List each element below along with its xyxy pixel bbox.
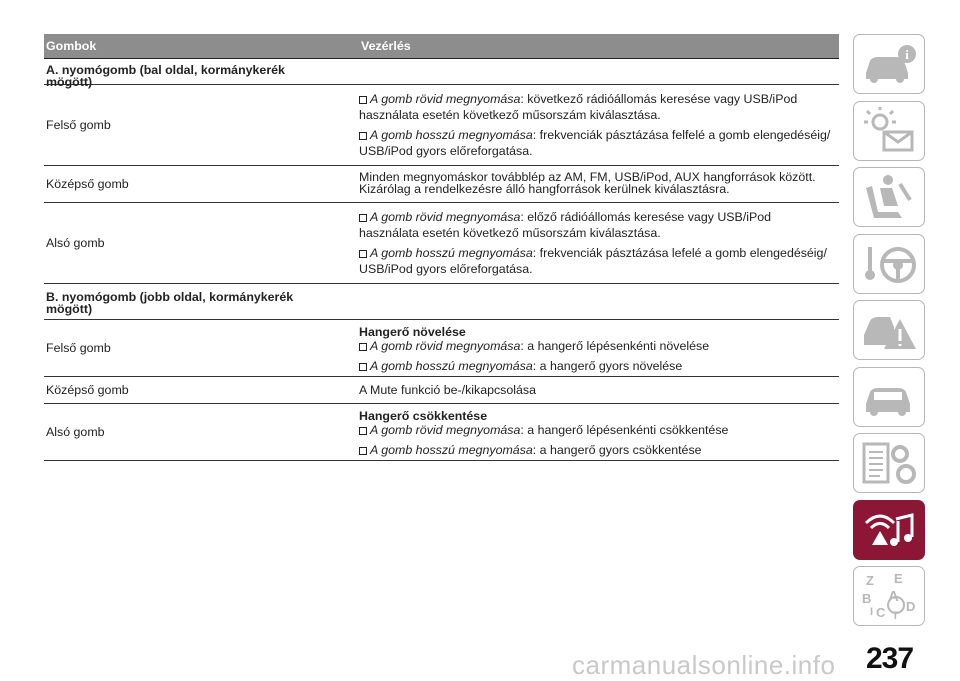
svg-text:C: C xyxy=(876,605,886,620)
row-label: Középső gomb xyxy=(46,176,129,191)
header-buttons: Gombok xyxy=(46,38,97,53)
row-heading: Hangerő növelése xyxy=(359,325,466,339)
row-label: Felső gomb xyxy=(46,340,111,355)
table-row xyxy=(44,85,839,166)
specs-gears-icon xyxy=(858,438,920,488)
tab-warning-lights[interactable] xyxy=(853,101,925,161)
svg-text:I: I xyxy=(870,606,874,618)
checkbox-bullet-icon xyxy=(359,250,367,258)
row-label: Középső gomb xyxy=(46,382,129,397)
svg-text:D: D xyxy=(906,599,916,614)
tab-key-steering[interactable] xyxy=(853,234,925,294)
svg-text:Z: Z xyxy=(866,573,874,588)
row-content: Minden megnyomáskor továbblép az AM, FM, USB/iPod, AUX hangforrások között. Kizárólag a rendelkezésre álló hangforrások kerülnek kiválasztásra. xyxy=(359,170,816,197)
checkbox-bullet-icon xyxy=(359,214,367,222)
row-content: A Mute funkció be-/kikapcsolása xyxy=(359,382,537,397)
tab-alphabet-index[interactable] xyxy=(853,566,925,626)
table-header xyxy=(44,34,839,59)
multimedia-icon xyxy=(858,505,920,555)
checkbox-bullet-icon xyxy=(359,132,367,140)
checkbox-bullet-icon xyxy=(359,363,367,371)
car-service-icon xyxy=(858,372,920,422)
section-b-title: B. nyomógomb (jobb oldal, kormánykerék mögött) xyxy=(44,284,839,320)
row-label: Felső gomb xyxy=(46,117,111,132)
car-info-icon xyxy=(858,39,920,89)
tab-car-info[interactable] xyxy=(853,34,925,94)
row-content: Hangerő csökkentése A gomb rövid megnyomása: a hangerő lépésenkénti csökkentése A gomb hosszú megnyomása: a hangerő gyors csökkentése xyxy=(347,404,839,460)
table-row xyxy=(44,166,839,203)
svg-text:T: T xyxy=(892,610,899,621)
tab-multimedia[interactable] xyxy=(853,500,925,560)
checkbox-bullet-icon xyxy=(359,343,367,351)
header-control: Vezérlés xyxy=(361,38,411,53)
tab-specs[interactable] xyxy=(853,433,925,493)
svg-text:E: E xyxy=(894,571,903,586)
key-steering-icon xyxy=(858,239,920,289)
row-content: A gomb rövid megnyomása: előző rádióállomás keresése vagy USB/iPod használata esetén következő műsorszám kiválasztása. A gomb hosszú megnyomása: frekvenciák pásztázása lefelé a gomb elengedéséig/ USB/iPod gyors előreforgatása. xyxy=(359,210,827,277)
tab-car-service[interactable] xyxy=(853,367,925,427)
checkbox-bullet-icon xyxy=(359,96,367,104)
row-content: A gomb rövid megnyomása: következő rádióállomás keresése vagy USB/iPod használata esetén következő műsorszám kiválasztása. A gomb hosszú megnyomása: frekvenciák pásztázása felfelé a gomb elengedéséig/ USB/iPod gyors előreforgatása. xyxy=(359,92,831,159)
chapter-tabs xyxy=(853,34,927,633)
watermark: carmanualsonline.info xyxy=(572,650,836,680)
svg-text:i: i xyxy=(905,47,909,62)
tab-emergency[interactable] xyxy=(853,300,925,360)
row-content: Hangerő növelése A gomb rövid megnyomása: a hangerő lépésenkénti növelése A gomb hosszú megnyomása: a hangerő gyors növelése xyxy=(347,320,839,376)
row-label: Alsó gomb xyxy=(46,235,105,250)
svg-text:A: A xyxy=(888,588,899,605)
row-heading: Hangerő csökkentése xyxy=(359,409,488,423)
warning-lights-icon xyxy=(858,106,920,156)
table-row xyxy=(44,320,839,377)
page-number: 237 xyxy=(866,642,914,675)
table-row xyxy=(44,203,839,284)
alphabet-index-icon xyxy=(858,571,920,621)
checkbox-bullet-icon xyxy=(359,427,367,435)
seat-airbag-icon xyxy=(858,172,920,222)
controls-table xyxy=(44,34,839,461)
section-a-title: A. nyomógomb (bal oldal, kormánykerék mögött) xyxy=(44,59,839,85)
table-row xyxy=(44,404,839,461)
emergency-triangle-icon xyxy=(858,305,920,355)
row-label: Alsó gomb xyxy=(46,424,105,439)
checkbox-bullet-icon xyxy=(359,447,367,455)
table-row xyxy=(44,377,839,404)
svg-text:B: B xyxy=(862,591,872,606)
tab-seat-airbag[interactable] xyxy=(853,167,925,227)
